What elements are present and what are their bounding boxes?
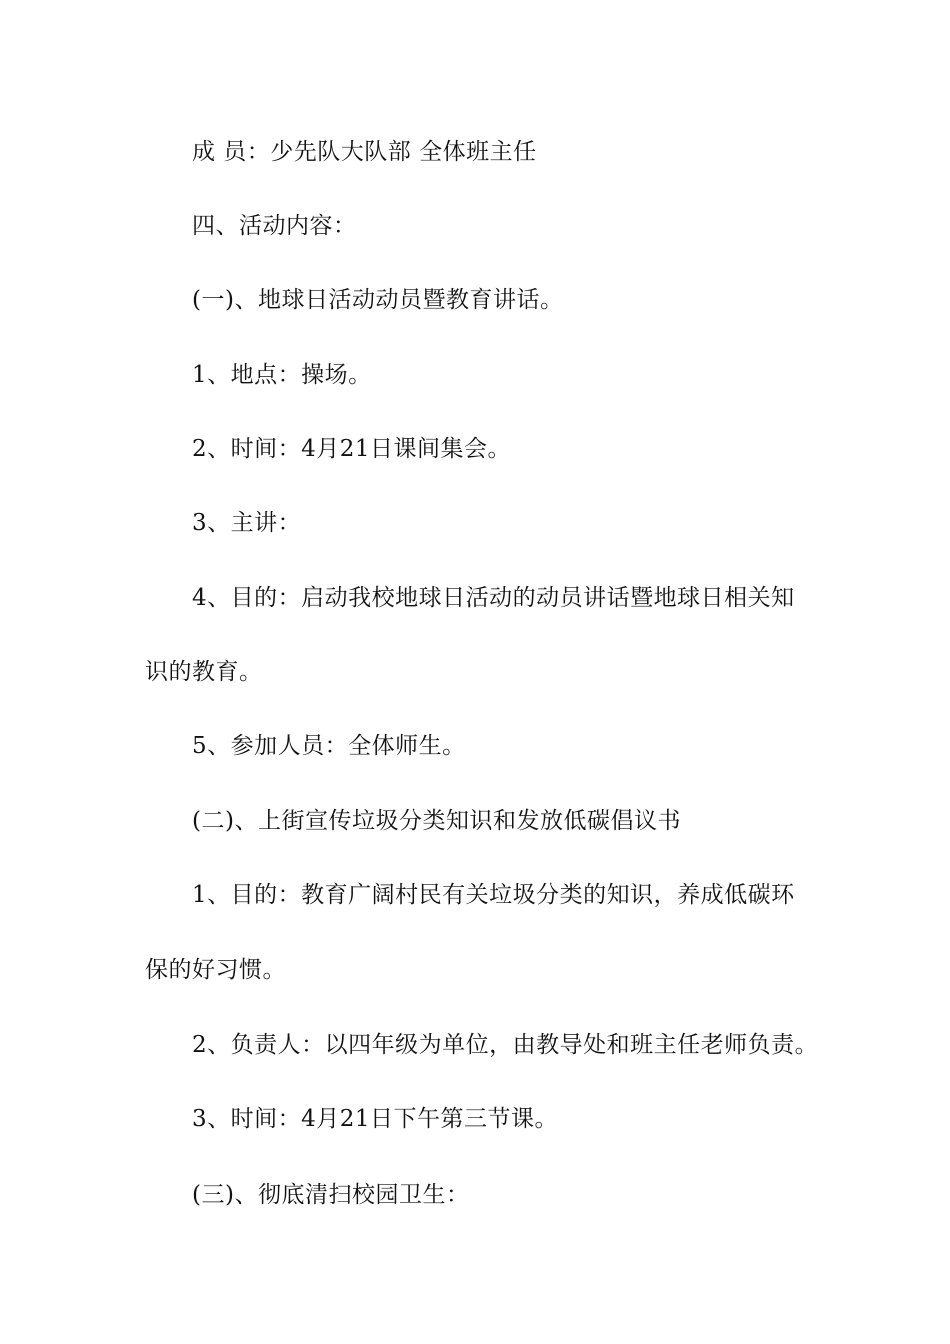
- list-item-participants: 5、参加人员：全体师生。: [192, 733, 466, 759]
- list-item-purpose-continued: 识的教育。: [145, 659, 263, 685]
- list-item-responsible: 2、负责人：以四年级为单位，由教导处和班主任老师负责。: [192, 1032, 819, 1058]
- subsection-heading-2: (二)、上街宣传垃圾分类知识和发放低碳倡议书: [192, 808, 681, 834]
- list-item-purpose-2-continued: 保的好习惯。: [145, 957, 286, 983]
- list-item-time-2: 3、时间：4月21日下午第三节课。: [192, 1106, 559, 1132]
- members-line: 成 员：少先队大队部 全体班主任: [192, 139, 537, 165]
- list-item-purpose-2: 1、目的：教育广阔村民有关垃圾分类的知识，养成低碳环: [192, 882, 795, 908]
- subsection-heading-1: (一)、地球日活动动员暨教育讲话。: [192, 287, 564, 313]
- list-item-speaker: 3、主讲：: [192, 510, 302, 536]
- subsection-heading-3: (三)、彻底清扫校园卫生：: [192, 1182, 470, 1208]
- list-item-location: 1、地点：操场。: [192, 362, 372, 388]
- list-item-time: 2、时间：4月21日课间集会。: [192, 436, 512, 462]
- list-item-purpose: 4、目的：启动我校地球日活动的动员讲话暨地球日相关知: [192, 585, 795, 611]
- section-heading-activity-content: 四、活动内容：: [192, 213, 357, 239]
